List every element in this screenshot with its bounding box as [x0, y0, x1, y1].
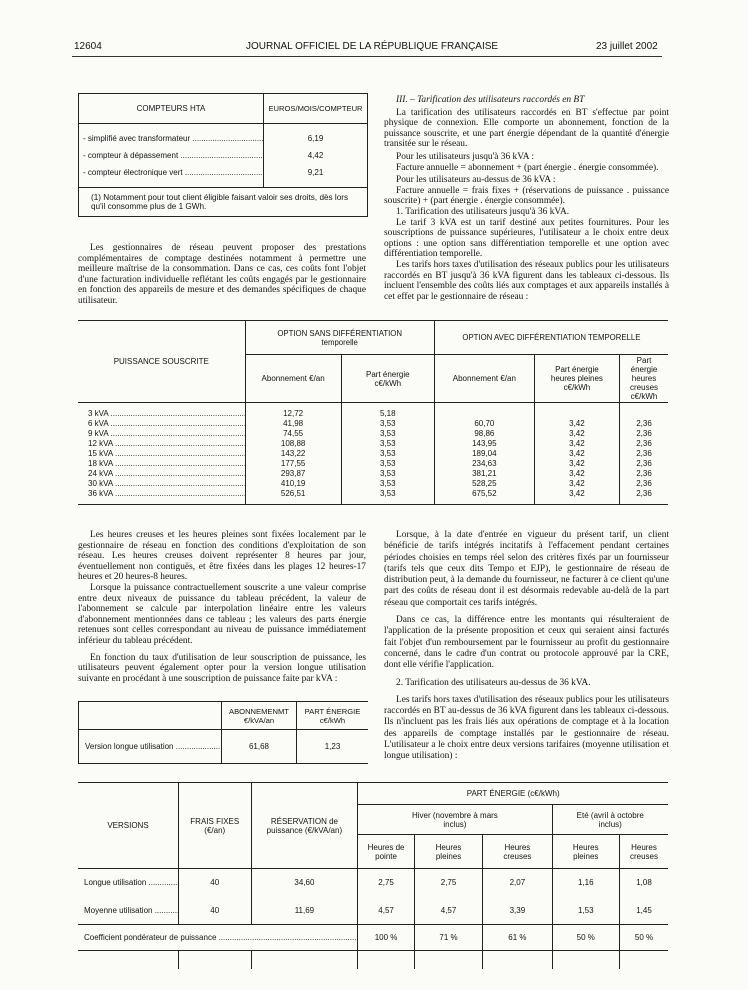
col-abonnement-2: Abonnement €/an — [434, 355, 534, 403]
table-row — [78, 449, 668, 459]
power-cell: 9 kVA ..... — [88, 429, 245, 438]
power-cell: 18 kVA ..... — [88, 459, 245, 468]
hta-meter-table — [78, 93, 368, 217]
part1-cell: 3,53 — [341, 469, 434, 479]
col-heures-creuses: Part énergie heures creuses c€/kWh — [620, 355, 669, 403]
part1-cell: 3,53 — [341, 489, 434, 499]
right-column-middle — [384, 530, 669, 763]
page-number: 12604 — [74, 41, 102, 52]
paragraph: Les tarifs hors taxes d'utilisation des réseaux publics pour les utilisateurs raccordés en BT jusqu'à 36 kVA figurent dans les tableaux ci-dessous. Ils incluent l'ensemble des coûts liés aux comptages et aux appareils installés à cet effet par le gestionnaire de réseau : — [384, 259, 669, 302]
coef-ete-hp: 50 % — [552, 925, 619, 951]
col-hiver: Hiver (novembre à mars inclus) — [358, 805, 552, 835]
paragraph: 2. Tarification des utilisateurs au-dessus de 36 kVA. — [396, 677, 591, 688]
table-row — [78, 925, 668, 951]
header-rule — [72, 56, 662, 57]
hta-row-value: 9,21 — [307, 167, 324, 177]
paragraph: Dans ce cas, la différence entre les montants qui résulteraient de l'application de la présente proposition et ceux qui seraient ainsi facturés fait l'objet d'un remboursement par le fournisseur au profit du gestionnaire concerné, dans le cadre d'un contrat ou protocole approuvé par la CRE, dont elle vérifie l'application. — [384, 615, 669, 671]
journal-title: JOURNAL OFFICIEL DE LA RÉPUBLIQUE FRANÇAISE — [246, 41, 499, 52]
hta-row-value: 4,42 — [307, 150, 324, 160]
hp-cell: 3,42 — [534, 469, 619, 479]
coef-hiver-hp: 71 % — [414, 925, 482, 951]
abo2-cell — [434, 409, 534, 419]
paragraph: Facture annuelle = abonnement + (part énergie . énergie consommée). — [396, 162, 659, 173]
paragraph: Le tarif 3 kVA est un tarif destiné aux petites fournitures. Pour les souscriptions de puissance supérieures, l'utilisateur a le choix entre deux options : une option sans différentiation temporelle et une option avec différentiation temporelle. — [384, 217, 669, 260]
power-cell: 24 kVA ..... — [88, 469, 245, 478]
hiver-hc-cell: 3,39 — [483, 897, 552, 925]
col-option-diff: OPTION AVEC DIFFÉRENTIATION TEMPORELLE — [434, 321, 668, 355]
ete-hc-cell: 1,45 — [619, 897, 668, 925]
paragraph: En fonction du taux d'utilisation de leur souscription de puissance, les utilisateurs peuvent également opter pour la version longue utilisation suivante en procédant à une souscription de puissance faite par kVA : — [78, 652, 366, 684]
hiver-hp-cell: 4,57 — [414, 897, 482, 925]
paragraph: Lorsque la puissance contractuellement souscrite a une valeur comprise entre deux niveaux de puissance du tableau précédent, la valeur de l'abonnement se calcule par interpolation linéaire entre les valeurs d'abonnement mentionnées dans ce tableau ; les valeurs des parts énergie retenues sont celles correspondant au niveau de puissance immédiatement inférieur du tableau précédent. — [78, 582, 366, 646]
abo2-cell: 143,95 — [434, 439, 534, 449]
paragraph: Les tarifs hors taxes d'utilisation des réseaux publics pour les utilisateurs raccordés en BT au-dessus de 36 kVA figurent dans les tableaux ci-dessous. Ils n'incluent pas les frais liés aux opérations de comptage et à la location des appareils de comptage installés par le gestionnaire de réseau. L'utilisateur a le choix entre deux versions tarifaires (moyenne utilisation et longue utilisation) : — [384, 694, 669, 762]
col-ete: Eté (avril à octobre inclus) — [552, 805, 668, 835]
hc-cell: 2,36 — [636, 439, 652, 448]
abo1-cell: 74,55 — [245, 429, 341, 439]
abo1-cell: 108,88 — [245, 439, 341, 449]
ete-hc-cell: 1,08 — [636, 878, 652, 888]
table-row — [78, 419, 668, 429]
table-row — [78, 469, 668, 479]
frais-cell: 40 — [179, 897, 252, 925]
col-part-energie-1: Part énergie c€/kWh — [341, 355, 434, 403]
table-row — [78, 489, 668, 499]
col-frais-fixes: FRAIS FIXES (€/an) — [179, 783, 252, 869]
power-cell: 30 kVA ..... — [88, 479, 245, 488]
paragraph: Pour les utilisateurs jusqu'à 36 kVA : — [396, 151, 534, 162]
abo2-cell: 189,04 — [434, 449, 534, 459]
abo2-cell: 98,86 — [434, 429, 534, 439]
col-abonnement-1: Abonnement €/an — [245, 355, 341, 403]
coef-pointe: 100 % — [358, 925, 414, 951]
power-cell: 36 kVA ..... — [88, 489, 245, 498]
col-versions: VERSIONS — [78, 783, 179, 869]
left-paragraph-top — [78, 243, 366, 307]
ete-hp-cell: 1,16 — [552, 869, 619, 897]
power-cell: 6 kVA ..... — [88, 419, 245, 428]
col-power: PUISSANCE SOUSCRITE — [78, 321, 245, 403]
paragraph: Les gestionnaires de réseau peuvent proposer des prestations complémentaires de comptage destinées notamment à permettre une meilleure maîtrise de la consommation. Dans ce cas, ces coûts font l'objet d'une facturation individuelle reflétant les coûts engagés par le gestionnaire en fonction des appareils de mesure et des demandes spécifiques de chaque utilisateur. — [78, 243, 366, 306]
power-cell: 15 kVA ..... — [88, 449, 245, 458]
col-heures-pleines: Part énergie heures pleines c€/kWh — [534, 355, 619, 403]
table-row — [78, 429, 668, 439]
hp-cell: 3,42 — [534, 479, 619, 489]
table-row — [79, 730, 369, 764]
hta-row-label: - simplifié avec transformateur ..... — [83, 134, 264, 143]
abo2-cell: 528,25 — [434, 479, 534, 489]
hc-cell: 2,36 — [636, 459, 652, 468]
col-abonnement: ABONNEMENMT €/kVA/an — [222, 702, 297, 730]
hp-cell: 3,42 — [534, 489, 619, 499]
hp-cell: 3,42 — [534, 449, 619, 459]
hp-cell: 3,42 — [534, 419, 619, 429]
pointe-cell: 2,75 — [358, 869, 414, 897]
power-cell: 12 kVA ..... — [88, 439, 245, 448]
hp-cell: 3,42 — [534, 429, 619, 439]
table-row — [78, 409, 668, 419]
abo2-cell: 381,21 — [434, 469, 534, 479]
abo1-cell: 41,98 — [245, 419, 341, 429]
hiver-hp-cell: 2,75 — [414, 869, 482, 897]
abo1-cell: 143,22 — [245, 449, 341, 459]
table-row — [78, 479, 668, 489]
long-use-label: Version longue utilisation ..... — [85, 742, 222, 751]
hta-row-value: 6,19 — [307, 133, 324, 143]
hta-footnote: (1) Notamment pour tout client éligible faisant valoir ses droits, dès lors qu'il consomme plus de 1 GWh. — [79, 188, 368, 217]
hc-cell: 2,36 — [636, 419, 652, 428]
hc-cell: 2,36 — [636, 469, 652, 478]
abo2-cell: 675,52 — [434, 489, 534, 499]
power-tariff-table — [78, 320, 668, 505]
hta-col-value: EUROS/MOIS/COMPTEUR — [264, 94, 368, 124]
long-use-table — [78, 701, 368, 764]
part1-cell: 3,53 — [341, 479, 434, 489]
paragraph: Pour les utilisateurs au-dessus de 36 kVA : — [396, 175, 556, 186]
table-row — [78, 459, 668, 469]
abo1-cell: 526,51 — [245, 489, 341, 499]
col-reservation: RÉSERVATION de puissance (€/kVA/an) — [251, 783, 358, 869]
table-row — [79, 130, 368, 147]
part1-cell: 5,18 — [341, 409, 434, 419]
hc-cell: 2,36 — [636, 449, 652, 458]
col-heures-pointe: Heures de pointe — [358, 835, 414, 869]
col-part-energie: PART ÉNERGIE c€/kWh — [297, 702, 369, 730]
right-column-top — [384, 95, 669, 302]
abo2-cell: 234,63 — [434, 459, 534, 469]
abo1-cell: 177,55 — [245, 459, 341, 469]
coef-label: Coefficient pondérateur de puissance ..... — [84, 933, 358, 942]
hta-row-label: - compteur électronique vert ..... — [83, 168, 264, 177]
col-part-energie: PART ÉNERGIE (c€/kWh) — [358, 783, 668, 805]
paragraph: Les heures creuses et les heures pleines sont fixées localement par le gestionnaire de réseau en fonction des conditions d'exploitation de son réseau. Les heures creuses doivent représenter 8 heures par jour, éventuellement non contiguës, et être fixées dans les plages 12 heures-17 heures et 20 heures-8 heures. — [78, 530, 366, 583]
part1-cell: 3,53 — [341, 459, 434, 469]
coef-hiver-hc: 61 % — [483, 925, 552, 951]
hp-cell: 3,42 — [534, 439, 619, 449]
table-row — [78, 897, 668, 925]
hc-cell — [620, 409, 669, 419]
long-use-abo: 61,68 — [222, 730, 297, 764]
left-column-middle — [78, 530, 366, 684]
section-title: III. – Tarification des utilisateurs raccordés en BT — [396, 95, 585, 105]
hta-col-label: COMPTEURS HTA — [79, 94, 264, 124]
hp-cell: 3,42 — [534, 459, 619, 469]
reservation-cell: 34,60 — [251, 869, 358, 897]
coef-ete-hc: 50 % — [619, 925, 668, 951]
part1-cell: 3,53 — [341, 429, 434, 439]
col-ete-hp: Heures pleines — [552, 835, 619, 869]
hiver-hc-cell: 2,07 — [483, 869, 552, 897]
paragraph: Lorsque, à la date d'entrée en vigueur du présent tarif, un client bénéficie de tarifs intégrés incitatifs à l'effacement pendant certaines périodes choisies en temps réel selon des critères fixés par un fournisseur (tarifs tels que ceux dits Tempo et EJP), le gestionnaire de réseau de distribution peut, à la demande du fournisseur, ne facturer à ce client qu'une part des coûts de réseau dont il est désormais redevable au-delà de la part réseau que comportait ces tarifs intégrés. — [384, 530, 669, 608]
hc-cell: 2,36 — [636, 479, 652, 488]
hp-cell — [534, 409, 619, 419]
frais-cell: 40 — [179, 869, 252, 897]
part1-cell: 3,53 — [341, 449, 434, 459]
ete-hp-cell: 1,53 — [552, 897, 619, 925]
table-row — [79, 164, 368, 181]
pointe-cell: 4,57 — [358, 897, 414, 925]
versions-table — [78, 782, 668, 969]
part1-cell: 3,53 — [341, 439, 434, 449]
col-ete-hc: Heures creuses — [619, 835, 668, 869]
version-label: Longue utilisation ..... — [84, 878, 179, 887]
hc-cell: 2,36 — [636, 489, 652, 498]
reservation-cell: 11,69 — [251, 897, 358, 925]
col-hiver-hc: Heures creuses — [483, 835, 552, 869]
publication-date: 23 juillet 2002 — [596, 41, 658, 52]
part1-cell: 3,53 — [341, 419, 434, 429]
version-label: Moyenne utilisation ..... — [84, 906, 179, 915]
col-hiver-hp: Heures pleines — [414, 835, 482, 869]
table-row — [79, 147, 368, 164]
hta-row-label: - compteur à dépassement ..... — [83, 151, 264, 160]
long-use-part: 1,23 — [324, 742, 341, 751]
abo1-cell: 293,87 — [245, 469, 341, 479]
paragraph: La tarification des utilisateurs raccordés en BT s'effectue par point physique de connexion. Elle comporte un abonnement, fonction de la puissance souscrite, et une part énergie dépendant de la quantité d'énergie transitée sur le réseau. — [384, 107, 669, 150]
col-option-no-diff: OPTION SANS DIFFÉRENTIATION temporelle — [245, 321, 434, 355]
abo1-cell: 12,72 — [245, 409, 341, 419]
abo1-cell: 410,19 — [245, 479, 341, 489]
hc-cell: 2,36 — [636, 429, 652, 438]
power-cell: 3 kVA ..... — [88, 409, 245, 418]
paragraph: Facture annuelle = frais fixes + (réservations de puissance . puissance souscrite) + (part énergie . énergie consommée). — [384, 185, 669, 207]
abo2-cell: 60,70 — [434, 419, 534, 429]
paragraph: 1. Tarification des utilisateurs jusqu'à 36 kVA. — [396, 206, 570, 217]
table-row — [78, 869, 668, 897]
table-row — [78, 439, 668, 449]
